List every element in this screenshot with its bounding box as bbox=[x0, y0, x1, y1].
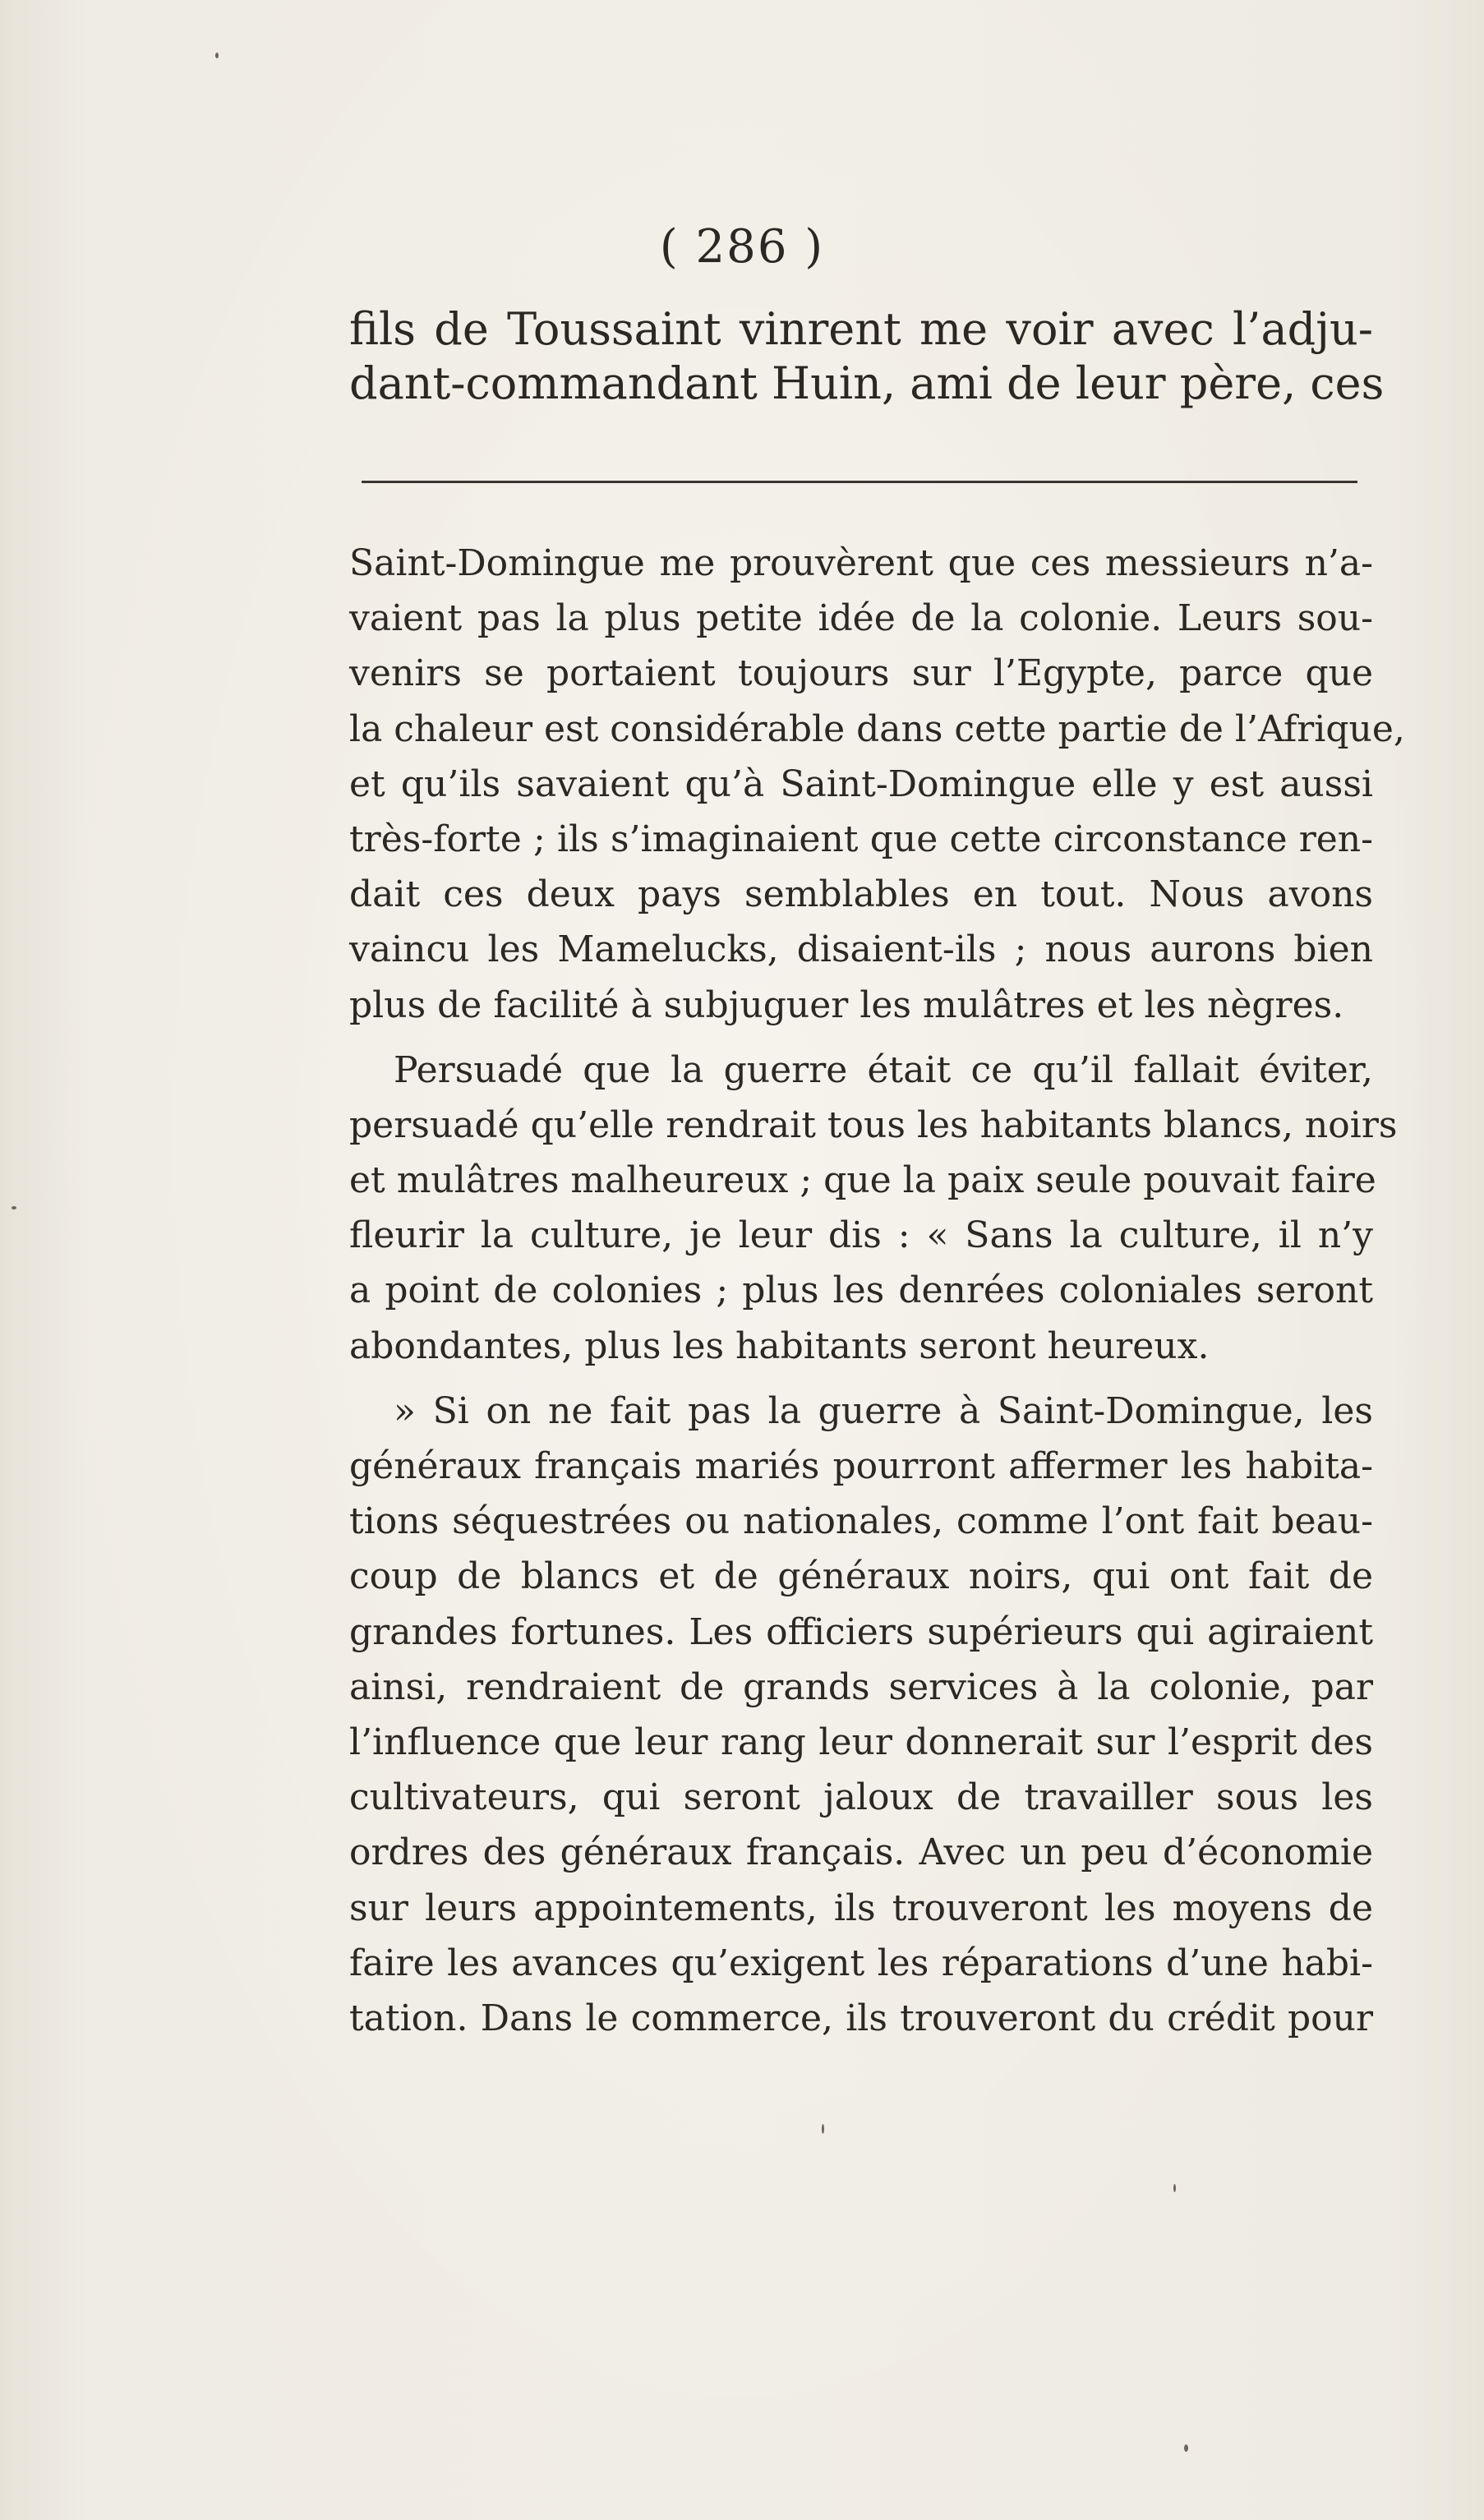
text-line: faire les avances qu’exigent les réparations d’une habi- bbox=[349, 1942, 1373, 1984]
text-line: et qu’ils savaient qu’à Saint-Domingue elle y est aussi bbox=[349, 762, 1373, 805]
intro-line: fils de Toussaint vinrent me voir avec l’adju- bbox=[349, 303, 1373, 355]
text-line: fleurir la culture, je leur dis : « Sans la culture, il n’y bbox=[349, 1214, 1373, 1257]
paper-speck bbox=[12, 1206, 16, 1209]
text-line: venirs se portaient toujours sur l’Egypte, parce que bbox=[349, 652, 1373, 695]
paper-speck bbox=[1184, 2444, 1188, 2452]
text-line: grandes fortunes. Les officiers supérieurs qui agiraient bbox=[349, 1610, 1373, 1653]
body-text bbox=[349, 536, 1405, 2046]
text-line: vaient pas la plus petite idée de la colonie. Leurs sou- bbox=[349, 597, 1373, 640]
text-line: la chaleur est considérable dans cette partie de l’Afrique, bbox=[349, 707, 1405, 750]
horizontal-rule bbox=[362, 481, 1357, 483]
paper-speck bbox=[215, 53, 219, 58]
text-line: et mulâtres malheureux ; que la paix seule pouvait faire bbox=[349, 1159, 1376, 1202]
paper-speck bbox=[822, 2124, 824, 2134]
text-line: dait ces deux pays semblables en tout. Nous avons bbox=[349, 873, 1373, 916]
text-line: très-forte ; ils s’imaginaient que cette circonstance ren- bbox=[349, 818, 1373, 860]
text-line: a point de colonies ; plus les denrées coloniales seront bbox=[349, 1269, 1373, 1312]
text-line: abondantes, plus les habitants seront heureux. bbox=[349, 1324, 1210, 1367]
text-line: tions séquestrées ou nationales, comme l’ont fait beau- bbox=[349, 1500, 1373, 1543]
text-line: ainsi, rendraient de grands services à la colonie, par bbox=[349, 1665, 1373, 1708]
text-line: l’influence que leur rang leur donnerait sur l’esprit des bbox=[349, 1721, 1373, 1763]
text-line: persuadé qu’elle rendrait tous les habitants blancs, noirs bbox=[349, 1103, 1398, 1146]
intro-line: dant-commandant Huin, ami de leur père, ces bbox=[349, 357, 1385, 409]
text-line: cultivateurs, qui seront jaloux de travailler sous les bbox=[349, 1776, 1373, 1819]
paragraph bbox=[349, 1384, 1373, 2046]
page-number: ( 286 ) bbox=[659, 220, 825, 274]
paper-speck bbox=[1173, 2184, 1176, 2192]
text-line: coup de blancs et de généraux noirs, qui ont fait de bbox=[349, 1555, 1373, 1598]
intro-text bbox=[349, 302, 1385, 411]
text-line: généraux français mariés pourront affermer les habita- bbox=[349, 1445, 1373, 1487]
text-line: Saint-Domingue me prouvèrent que ces messieurs n’a- bbox=[349, 542, 1373, 584]
text-line: plus de facilité à subjuguer les mulâtres et les nègres. bbox=[349, 984, 1344, 1026]
text-line: tation. Dans le commerce, ils trouveront du crédit pour bbox=[349, 1997, 1373, 2039]
paragraph bbox=[349, 536, 1405, 1033]
text-line: » Si on ne fait pas la guerre à Saint-Domingue, les bbox=[394, 1389, 1373, 1432]
text-line: Persuadé que la guerre était ce qu’il fallait éviter, bbox=[394, 1048, 1373, 1091]
text-line: ordres des généraux français. Avec un peu d’économie bbox=[349, 1831, 1373, 1874]
paragraph bbox=[349, 1043, 1398, 1374]
text-line: sur leurs appointements, ils trouveront les moyens de bbox=[349, 1887, 1373, 1929]
text-line: vaincu les Mamelucks, disaient-ils ; nous aurons bien bbox=[349, 928, 1373, 971]
